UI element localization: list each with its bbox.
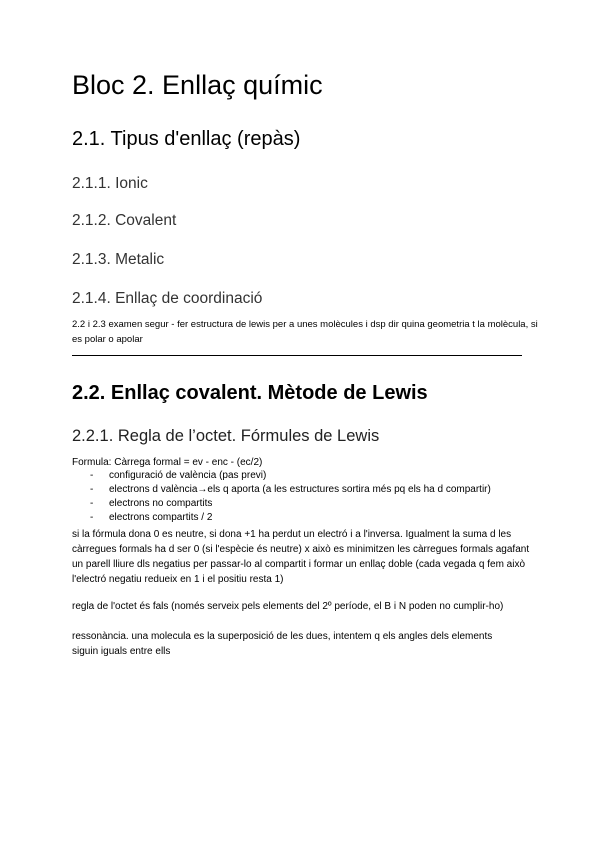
list-item: - configuració de valència (pas previ) <box>72 469 491 483</box>
formula-line: Formula: Càrrega formal = ev - enc - (ec/2) <box>72 457 263 468</box>
list-item: - electrons d valència→els q aporta (a les estructures sortira més pq els ha d compartir) <box>72 483 491 497</box>
subsection-2-2-1: 2.2.1. Regla de l’octet. Fórmules de Lewis <box>72 427 380 445</box>
octet-rule-paragraph: regla de l'octet és fals (només serveix pels elements del 2º període, el B i N poden no cumplir-ho) <box>72 601 504 612</box>
page-title: Bloc 2. Enllaç químic <box>72 70 323 100</box>
formula-terms-list <box>72 469 491 525</box>
section-2-2-heading: 2.2. Enllaç covalent. Mètode de Lewis <box>72 382 428 404</box>
formal-charge-paragraph: si la fórmula dona 0 es neutre, si dona +1 ha perdut un electró i a l'inversa. Igualment la suma d les càrregues formals ha d ser 0 (si l'espècie és neutre) x això es minimitzen les càrregues formals agafant un parell lliure dls negatius per passar-lo al compartit i formar un enllaç doble (cada vegada q fem això l'electró negatiu redueix en 1 i el positiu resta 1) <box>72 529 530 585</box>
exam-note: 2.2 i 2.3 examen segur - fer estructura de lewis per a unes molècules i dsp dir quina geometria t la molècula, si es polar o apolar <box>72 319 538 345</box>
resonance-paragraph: ressonància. una molecula es la superposició de les dues, intentem q els angles dels elements siguin iguals entre ells <box>72 631 493 657</box>
subsection-2-1-2: 2.1.2. Covalent <box>72 212 177 229</box>
subsection-2-1-4: 2.1.4. Enllaç de coordinació <box>72 290 263 307</box>
list-item: - electrons no compartits <box>72 497 491 511</box>
section-2-1-heading: 2.1. Tipus d'enllaç (repàs) <box>72 128 301 150</box>
subsection-2-1-3: 2.1.3. Metalic <box>72 251 165 268</box>
divider-line <box>72 355 522 356</box>
subsection-2-1-1: 2.1.1. Ionic <box>72 175 148 192</box>
list-item: - electrons compartits / 2 <box>72 511 491 525</box>
